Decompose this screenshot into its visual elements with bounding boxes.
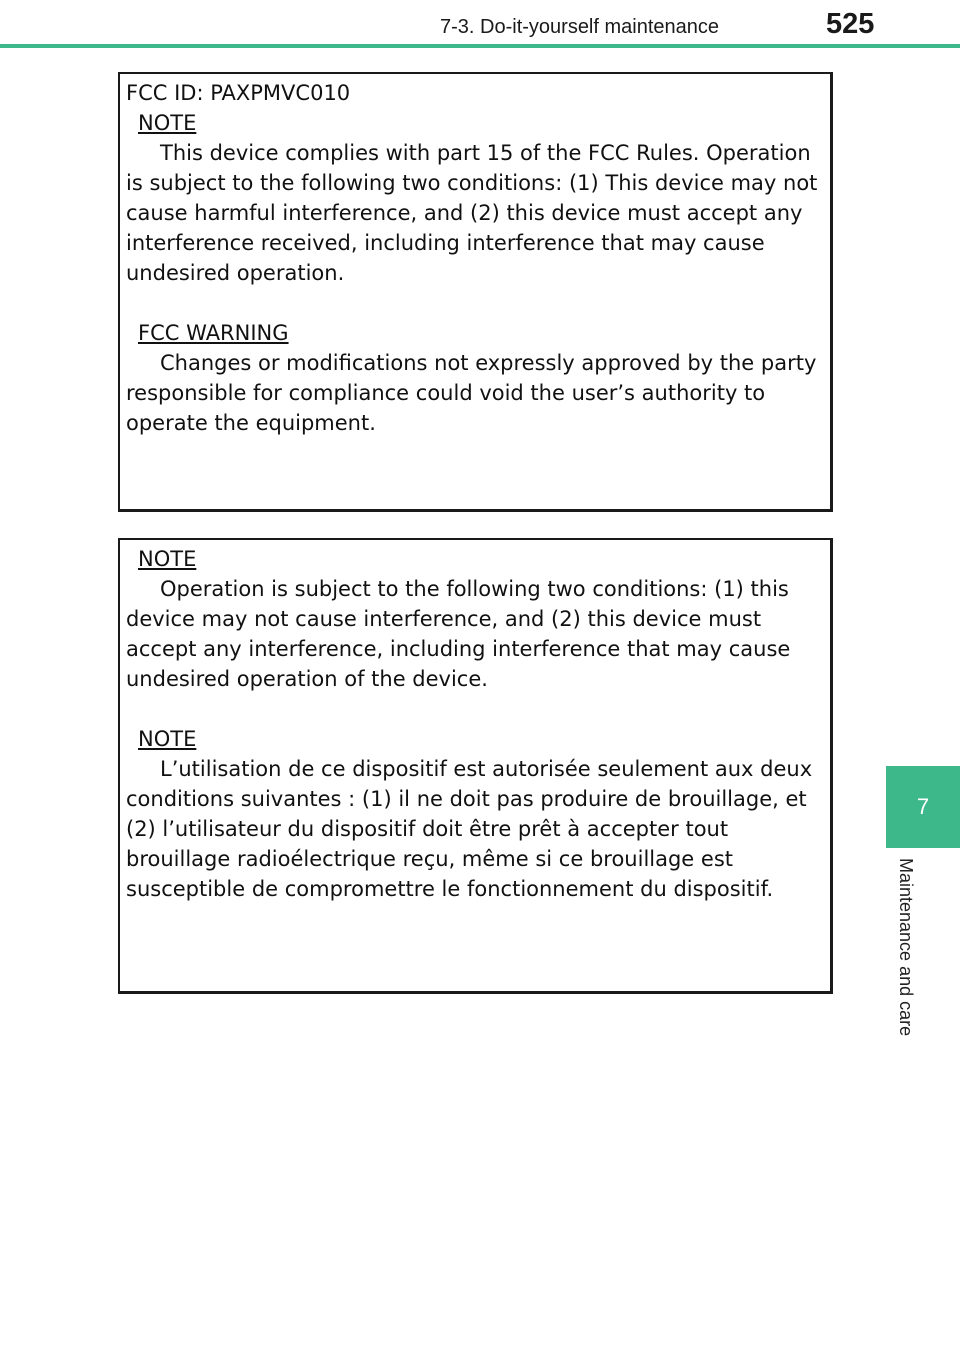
ic-notice-box <box>118 538 833 994</box>
fcc-note-text: This device complies with part 15 of the FCC Rules. Operation is subject to the following two conditions: (1) This device may not cause harmful interference, and (2) this device must accept any interference received, including interference that may cause undesired operation. <box>126 141 818 285</box>
chapter-label: Maintenance and care <box>896 858 916 1037</box>
ic-note-fr-label: NOTE <box>138 727 197 751</box>
fcc-notice-box <box>118 72 833 512</box>
chapter-tab[interactable] <box>886 766 960 848</box>
ic-note-fr-text: L’utilisation de ce dispositif est autorisée seulement aux deux conditions suivantes : (1) il ne doit pas produire de brouillage, et (2) l’utilisateur du dispositif doit être prêt à accepter tout brouillage radioélectrique reçu, même si ce brouillage est susceptible de compromettre le fonctionnement du dispositif. <box>126 757 813 901</box>
fcc-id: FCC ID: PAXPMVC010 <box>126 81 351 105</box>
header-rule <box>0 44 960 48</box>
fcc-note-label: NOTE <box>138 111 197 135</box>
fcc-warning-label: FCC WARNING <box>138 321 289 345</box>
page-number: 525 <box>826 8 875 40</box>
chapter-number: 7 <box>916 794 930 819</box>
ic-note-en-text: Operation is subject to the following two conditions: (1) this device may not cause interference, and (2) this device must accept any interference, including interference that may cause undesired operation of the device. <box>126 577 791 691</box>
section-title: 7-3. Do-it-yourself maintenance <box>440 16 720 38</box>
fcc-warning-text: Changes or modifications not expressly approved by the party responsible for compliance could void the user’s authority to operate the equipment. <box>126 351 817 435</box>
ic-note-en-label: NOTE <box>138 547 197 571</box>
